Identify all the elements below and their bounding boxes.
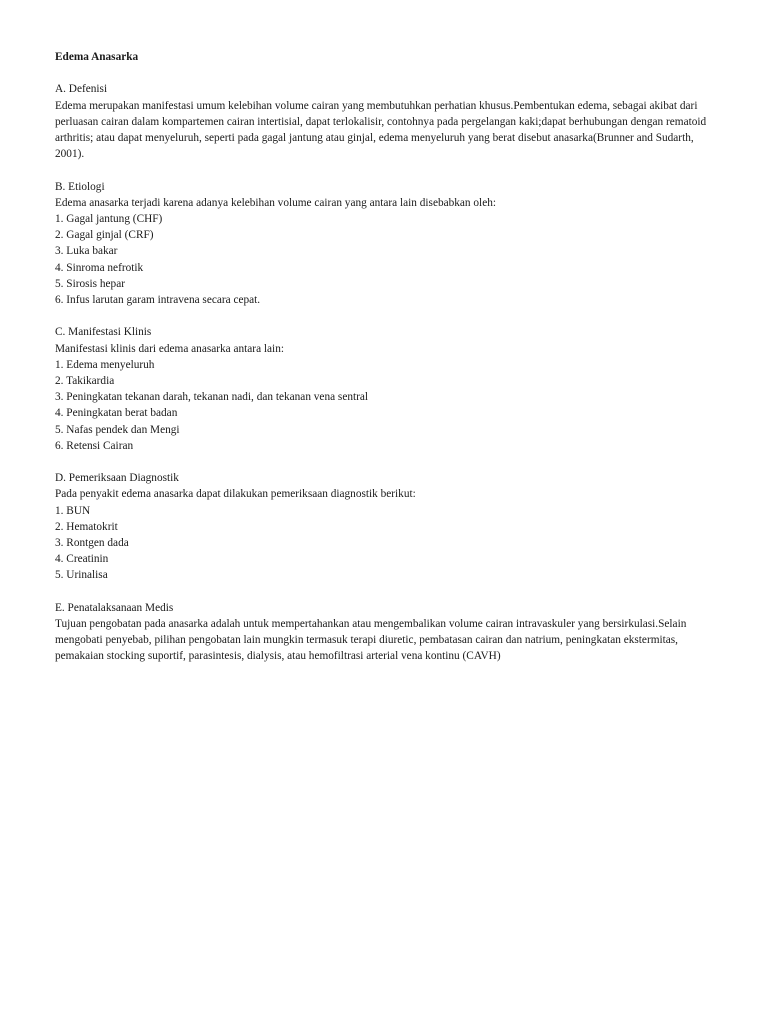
section-intro: Pada penyakit edema anasarka dapat dilakukan pemeriksaan diagnostik berikut: xyxy=(55,488,416,501)
section-paragraph: Edema merupakan manifestasi umum kelebihan volume cairan yang membutuhkan perhatian khusus.Pembentukan edema, sebagai akibat dari perluasan cairan dalam kompartemen cairan intertisial, dapat terlokalisir, contohnya pada pergelangan kaki;dapat berhubungan dengan rematoid arthritis; atau dapat menyeluruh, seperti pada gagal jantung atau ginjal, edema menyeluruh yang berat disebut anasarka(Brunner and Sudarth, 2001). xyxy=(55,99,707,161)
numbered-list xyxy=(55,503,720,584)
list-item: 4. Peningkatan berat badan xyxy=(55,407,178,420)
section-paragraph: Tujuan pengobatan pada anasarka adalah untuk mempertahankan atau mengembalikan volume cairan intravaskuler yang bersirkulasi.Selain mengobati penyebab, pilihan pengobatan lain mungkin termasuk terapi diuretic, pembatasan cairan dan natrium, peningkatan ekstermitas, pemakaian stocking suportif, parasintesis, dialysis, atau hemofiltrasi arterial vena kontinu (CAVH) xyxy=(55,618,687,663)
document-page xyxy=(55,49,720,681)
list-item: 6. Infus larutan garam intravena secara cepat. xyxy=(55,294,261,307)
numbered-list xyxy=(55,357,720,454)
list-item: 1. Gagal jantung (CHF) xyxy=(55,213,163,225)
list-item: 1. BUN xyxy=(55,504,91,517)
section-heading: A. Defenisi xyxy=(55,83,108,96)
list-item: 6. Retensi Cairan xyxy=(55,439,134,452)
list-item: 2. Gagal ginjal (CRF) xyxy=(55,229,154,242)
list-item: 5. Urinalisa xyxy=(55,569,108,582)
section-heading: B. Etiologi xyxy=(55,180,105,193)
section-heading: D. Pemeriksaan Diagnostik xyxy=(55,472,179,485)
list-item: 4. Sinroma nefrotik xyxy=(55,261,144,274)
section-defenisi xyxy=(55,81,720,162)
list-item: 5. Nafas pendek dan Mengi xyxy=(55,423,180,436)
list-item: 3. Peningkatan tekanan darah, tekanan nadi, dan tekanan vena sentral xyxy=(55,391,369,404)
section-heading: C. Manifestasi Klinis xyxy=(55,326,152,339)
list-item: 4. Creatinin xyxy=(55,553,109,566)
section-etiologi xyxy=(55,179,720,309)
section-intro: Manifestasi klinis dari edema anasarka antara lain: xyxy=(55,342,284,355)
list-item: 3. Luka bakar xyxy=(55,245,118,258)
list-item: 3. Rontgen dada xyxy=(55,537,129,550)
section-penatalaksanaan-medis xyxy=(55,600,720,665)
section-pemeriksaan-diagnostik xyxy=(55,470,720,583)
document-title: Edema Anasarka xyxy=(55,51,139,63)
list-item: 2. Takikardia xyxy=(55,375,115,388)
section-manifestasi-klinis xyxy=(55,324,720,454)
list-item: 2. Hematokrit xyxy=(55,520,118,533)
numbered-list xyxy=(55,211,720,308)
list-item: 1. Edema menyeluruh xyxy=(55,358,155,371)
section-intro: Edema anasarka terjadi karena adanya kelebihan volume cairan yang antara lain disebabkan oleh: xyxy=(55,196,496,209)
list-item: 5. Sirosis hepar xyxy=(55,277,125,290)
section-heading: E. Penatalaksanaan Medis xyxy=(55,601,174,614)
